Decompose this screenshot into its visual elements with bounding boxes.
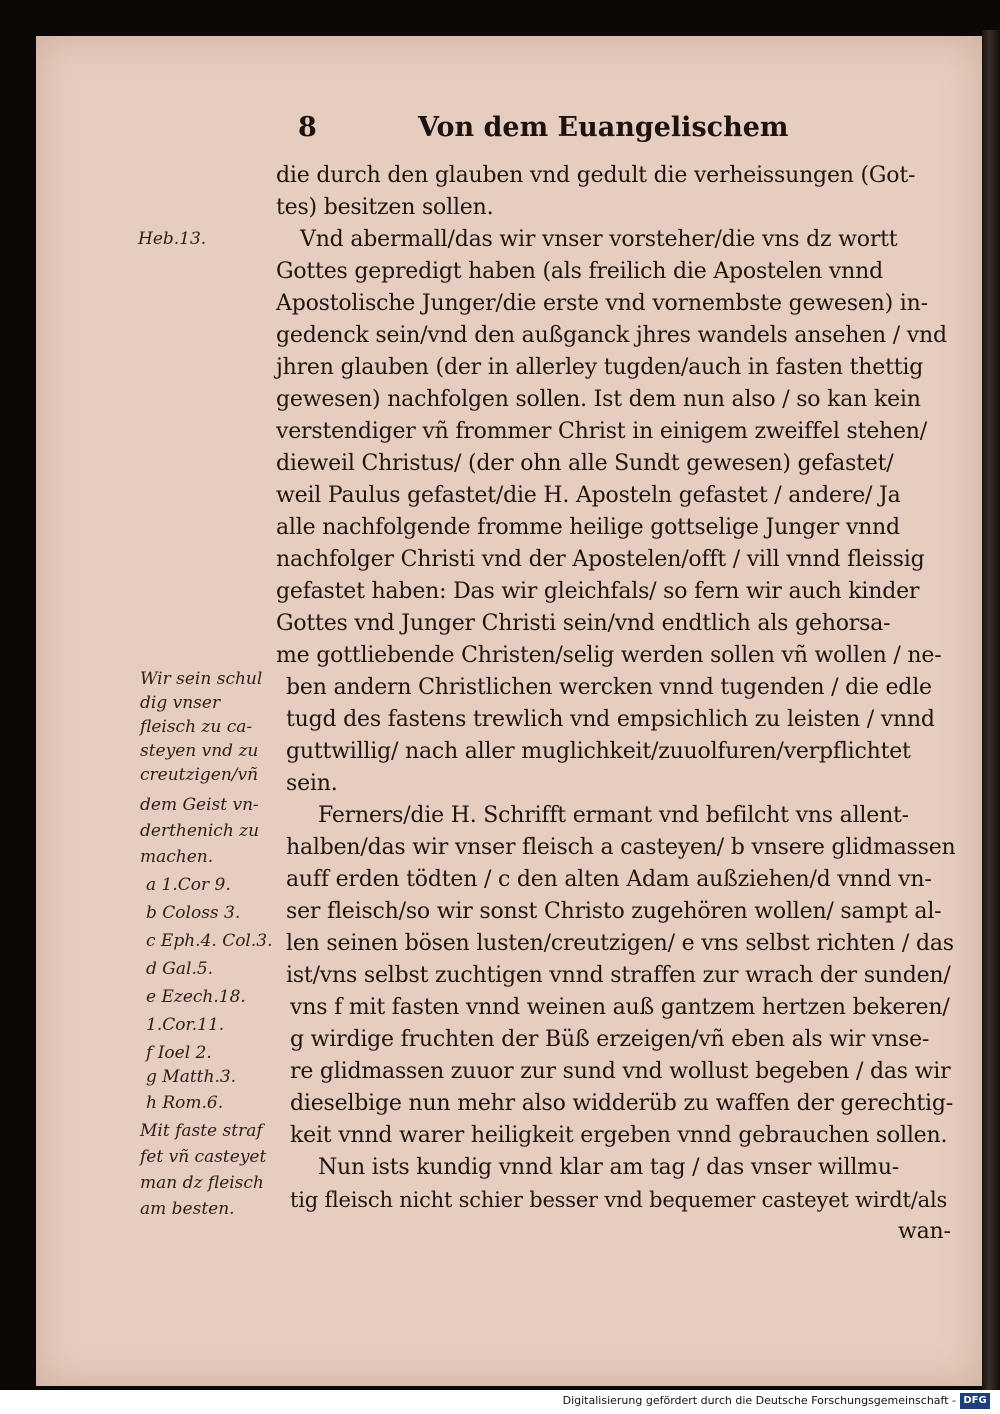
book-gutter — [982, 30, 1000, 1390]
body-line: weil Paulus gefastet/die H. Aposteln gefastet / andere/ Ja — [276, 483, 901, 508]
body-line: ben andern Christlichen wercken vnnd tugenden / die edle — [286, 675, 932, 700]
body-line: dieweil Christus/ (der ohn alle Sundt gewesen) gefastet/ — [276, 451, 894, 476]
body-line: tig fleisch nicht schier besser vnd bequemer casteyet wirdt/als — [290, 1188, 948, 1212]
body-line: ser fleisch/so wir sonst Christo zugehören wollen/ sampt al- — [286, 899, 942, 924]
margin-gloss: dem Geist vn- — [140, 795, 259, 815]
margin-reference: a 1.Cor 9. — [146, 875, 231, 895]
margin-gloss: Wir sein schul — [140, 669, 263, 689]
body-line: Gottes vnd Junger Christi sein/vnd endtlich als gehorsa- — [276, 611, 891, 636]
body-line: Vnd abermall/das wir vnser vorsteher/die vns dz wortt — [300, 227, 898, 252]
body-line: dieselbige nun mehr also widderüb zu waffen der gerechtig- — [290, 1091, 953, 1116]
margin-gloss: dig vnser — [140, 693, 221, 713]
margin-gloss: Mit faste straf — [140, 1121, 263, 1141]
margin-reference: b Coloss 3. — [146, 903, 241, 923]
body-line: re glidmassen zuuor zur sund vnd wollust begeben / das wir — [290, 1059, 951, 1084]
body-line: len seinen bösen lusten/creutzigen/ e vns selbst richten / das — [286, 931, 954, 956]
margin-reference: c Eph.4. Col.3. — [146, 931, 273, 951]
margin-gloss: fleisch zu ca- — [140, 717, 253, 737]
body-line: die durch den glauben vnd gedult die verheissungen (Got- — [276, 163, 916, 188]
body-line: Apostolische Junger/die erste vnd vornembste gewesen) in- — [276, 291, 928, 316]
body-line: g wirdige fruchten der Büß erzeigen/vñ eben als wir vnse- — [290, 1027, 930, 1052]
body-line: alle nachfolgende fromme heilige gottselige Junger vnnd — [276, 515, 900, 540]
footer-credit: Digitalisierung gefördert durch die Deutsche Forschungsgemeinschaft - — [562, 1394, 956, 1407]
margin-reference: d Gal.5. — [146, 959, 214, 979]
margin-reference: f Ioel 2. — [146, 1043, 212, 1063]
body-line: Ferners/die H. Schrifft ermant vnd befilcht vns allent- — [318, 803, 909, 828]
body-line: Nun ists kundig vnnd klar am tag / das vnser willmu- — [318, 1155, 900, 1180]
body-line: sein. — [286, 771, 338, 796]
body-line: me gottliebende Christen/selig werden sollen vñ wollen / ne- — [276, 643, 942, 668]
margin-gloss: man dz fleisch — [140, 1173, 264, 1193]
body-line: gefastet haben: Das wir gleichfals/ so fern wir auch kinder — [276, 579, 920, 604]
running-head: Von dem Euangelischem — [418, 112, 789, 143]
body-line: nachfolger Christi vnd der Apostelen/offt / vill vnnd fleissig — [276, 547, 925, 572]
body-line: verstendiger vñ frommer Christ in einigem zweiffel stehen/ — [276, 419, 927, 444]
margin-reference: 1.Cor.11. — [146, 1015, 225, 1035]
margin-gloss: machen. — [140, 847, 214, 867]
digitization-footer — [0, 1390, 1000, 1414]
margin-gloss: steyen vnd zu — [140, 741, 259, 761]
margin-gloss: fet vñ casteyet — [140, 1147, 267, 1167]
body-line: ist/vns selbst zuchtigen vnnd straffen zur wrach der sunden/ — [286, 963, 951, 988]
body-line: jhren glauben (der in allerley tugden/auch in fasten thettig — [276, 355, 924, 380]
margin-reference: g Matth.3. — [146, 1067, 237, 1087]
body-line: halben/das wir vnser fleisch a casteyen/ b vnsere glidmassen — [286, 835, 956, 860]
body-line: keit vnnd warer heiligkeit ergeben vnnd gebrauchen sollen. — [290, 1123, 948, 1148]
body-line: gedenck sein/vnd den außganck jhres wandels ansehen / vnd — [276, 323, 947, 348]
body-line: auff erden tödten / c den alten Adam außziehen/d vnnd vn- — [286, 867, 932, 892]
margin-reference: e Ezech.18. — [146, 987, 246, 1007]
margin-reference: Heb.13. — [138, 229, 207, 249]
body-line: gewesen) nachfolgen sollen. Ist dem nun also / so kan kein — [276, 387, 921, 412]
body-line: tugd des fastens trewlich vnd empsichlich zu leisten / vnnd — [286, 707, 935, 732]
page-number: 8 — [298, 112, 317, 143]
body-line: vns f mit fasten vnnd weinen auß gantzem hertzen bekeren/ — [290, 995, 950, 1020]
catchword: wan- — [898, 1219, 951, 1244]
margin-gloss: creutzigen/vñ — [140, 765, 259, 785]
margin-gloss: derthenich zu — [140, 821, 260, 841]
dfg-logo: DFG — [960, 1393, 990, 1409]
margin-gloss: am besten. — [140, 1199, 235, 1219]
body-line: guttwillig/ nach aller muglichkeit/zuuolfuren/verpflichtet — [286, 739, 911, 764]
margin-reference: h Rom.6. — [146, 1093, 224, 1113]
body-line: tes) besitzen sollen. — [276, 195, 494, 220]
body-line: Gottes gepredigt haben (als freilich die Apostelen vnnd — [276, 259, 883, 284]
